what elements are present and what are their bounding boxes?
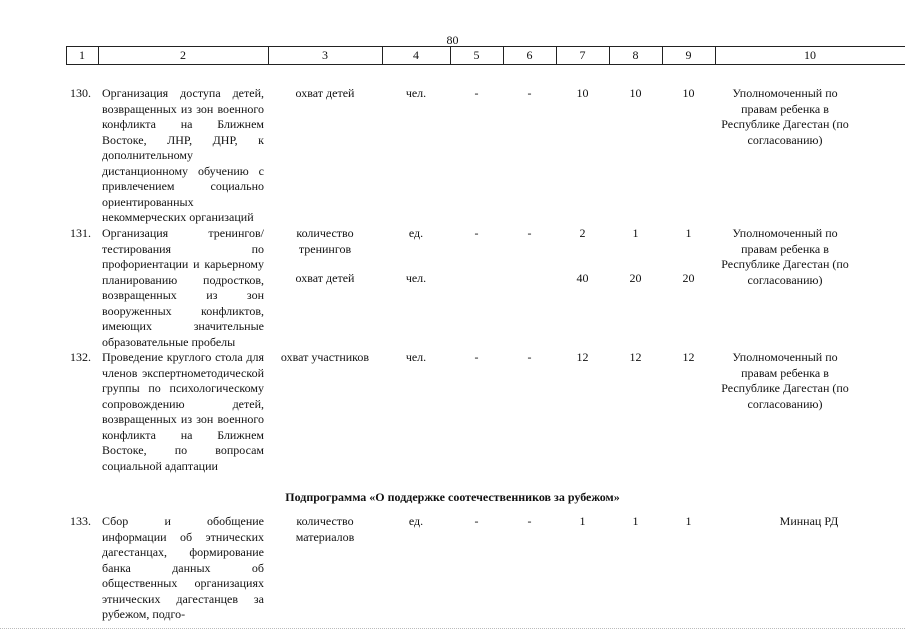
value-col9-2: 20 bbox=[682, 271, 695, 285]
measure-text: Сбор и обобщение информации об этнических дагестанцах, формирование банка данных об общественных организациях этнических дагестанцев за рубежом, подго- bbox=[102, 514, 264, 621]
header-col-5: 5 bbox=[473, 48, 480, 62]
measure-text: Проведение круглого стола для членов экспертнометодической группы по психологическому сопровождению детей, возвращенных из зон военного конфликта на Ближнем Востоке, по вопросам социальной адаптации bbox=[102, 350, 264, 473]
value-col6: - bbox=[527, 226, 532, 240]
header-col-7: 7 bbox=[579, 48, 586, 62]
header-col-8: 8 bbox=[632, 48, 639, 62]
unit-text: ед. bbox=[408, 514, 424, 528]
row-number: 131. bbox=[70, 226, 91, 240]
value-col9: 12 bbox=[682, 350, 695, 364]
header-top-rule bbox=[66, 46, 905, 47]
value-col5: - bbox=[474, 514, 479, 528]
header-col-4: 4 bbox=[413, 48, 419, 62]
header-col-9: 9 bbox=[685, 48, 692, 62]
unit-text: чел. bbox=[405, 86, 427, 100]
value-col8: 12 bbox=[629, 350, 642, 364]
value-col7: 2 bbox=[579, 226, 586, 240]
indicator-text: количество тренингов bbox=[296, 226, 354, 256]
value-col7: 12 bbox=[576, 350, 589, 364]
value-col5: - bbox=[474, 226, 479, 240]
header-col-1: 1 bbox=[79, 48, 85, 62]
value-col8-2: 20 bbox=[629, 271, 642, 285]
value-col9: 10 bbox=[682, 86, 695, 100]
executor-text: Уполномоченный по правам ребенка в Республике Дагестан (по согласованию) bbox=[721, 86, 849, 147]
header-col-6: 6 bbox=[526, 48, 533, 62]
row-number: 132. bbox=[70, 350, 91, 364]
indicator-text: охват детей bbox=[295, 86, 355, 100]
measure-text: Организация тренингов/тестирования по профориентации и карьерному планированию подростков, возвращенных из зон вооруженных конфликтов, имеющих значительные образовательные пробелы bbox=[102, 226, 264, 349]
value-col6: - bbox=[527, 514, 532, 528]
unit-text: чел. bbox=[405, 350, 427, 364]
row-number: 130. bbox=[70, 86, 91, 100]
header-bottom-rule bbox=[66, 64, 905, 65]
page-number: 80 bbox=[446, 33, 459, 47]
header-col-2: 2 bbox=[180, 48, 186, 62]
value-col8: 1 bbox=[632, 514, 639, 528]
executor-text: Миннац РД bbox=[779, 514, 839, 528]
scan-artifact-line bbox=[0, 628, 905, 629]
value-col5: - bbox=[474, 86, 479, 100]
header-col-10: 10 bbox=[804, 48, 816, 62]
executor-text: Уполномоченный по правам ребенка в Республике Дагестан (по согласованию) bbox=[721, 226, 849, 287]
indicator-text: количество материалов bbox=[295, 514, 355, 544]
value-col9: 1 bbox=[685, 226, 692, 240]
indicator-text: охват участников bbox=[280, 350, 370, 364]
value-col7-2: 40 bbox=[576, 271, 589, 285]
value-col5: - bbox=[474, 350, 479, 364]
unit-text-2: чел. bbox=[405, 271, 427, 285]
row-number: 133. bbox=[70, 514, 91, 528]
value-col6: - bbox=[527, 350, 532, 364]
unit-text: ед. bbox=[408, 226, 424, 240]
indicator-text-2: охват детей bbox=[295, 271, 355, 285]
measure-text: Организация доступа детей, возвращенных из зон военного конфликта на Ближнем Востоке, ЛНР, ДНР, к дополнительному дистанционному обучению с привлечением социально ориентированных некоммерческих организаций bbox=[102, 86, 264, 224]
value-col9: 1 bbox=[685, 514, 692, 528]
value-col6: - bbox=[527, 86, 532, 100]
value-col7: 1 bbox=[579, 514, 586, 528]
header-col-3: 3 bbox=[322, 48, 328, 62]
value-col8: 10 bbox=[629, 86, 642, 100]
subprogram-title: Подпрограмма «О поддержке соотечественников за рубежом» bbox=[285, 490, 620, 504]
executor-text: Уполномоченный по правам ребенка в Республике Дагестан (по согласованию) bbox=[721, 350, 849, 411]
value-col8: 1 bbox=[632, 226, 639, 240]
value-col7: 10 bbox=[576, 86, 589, 100]
